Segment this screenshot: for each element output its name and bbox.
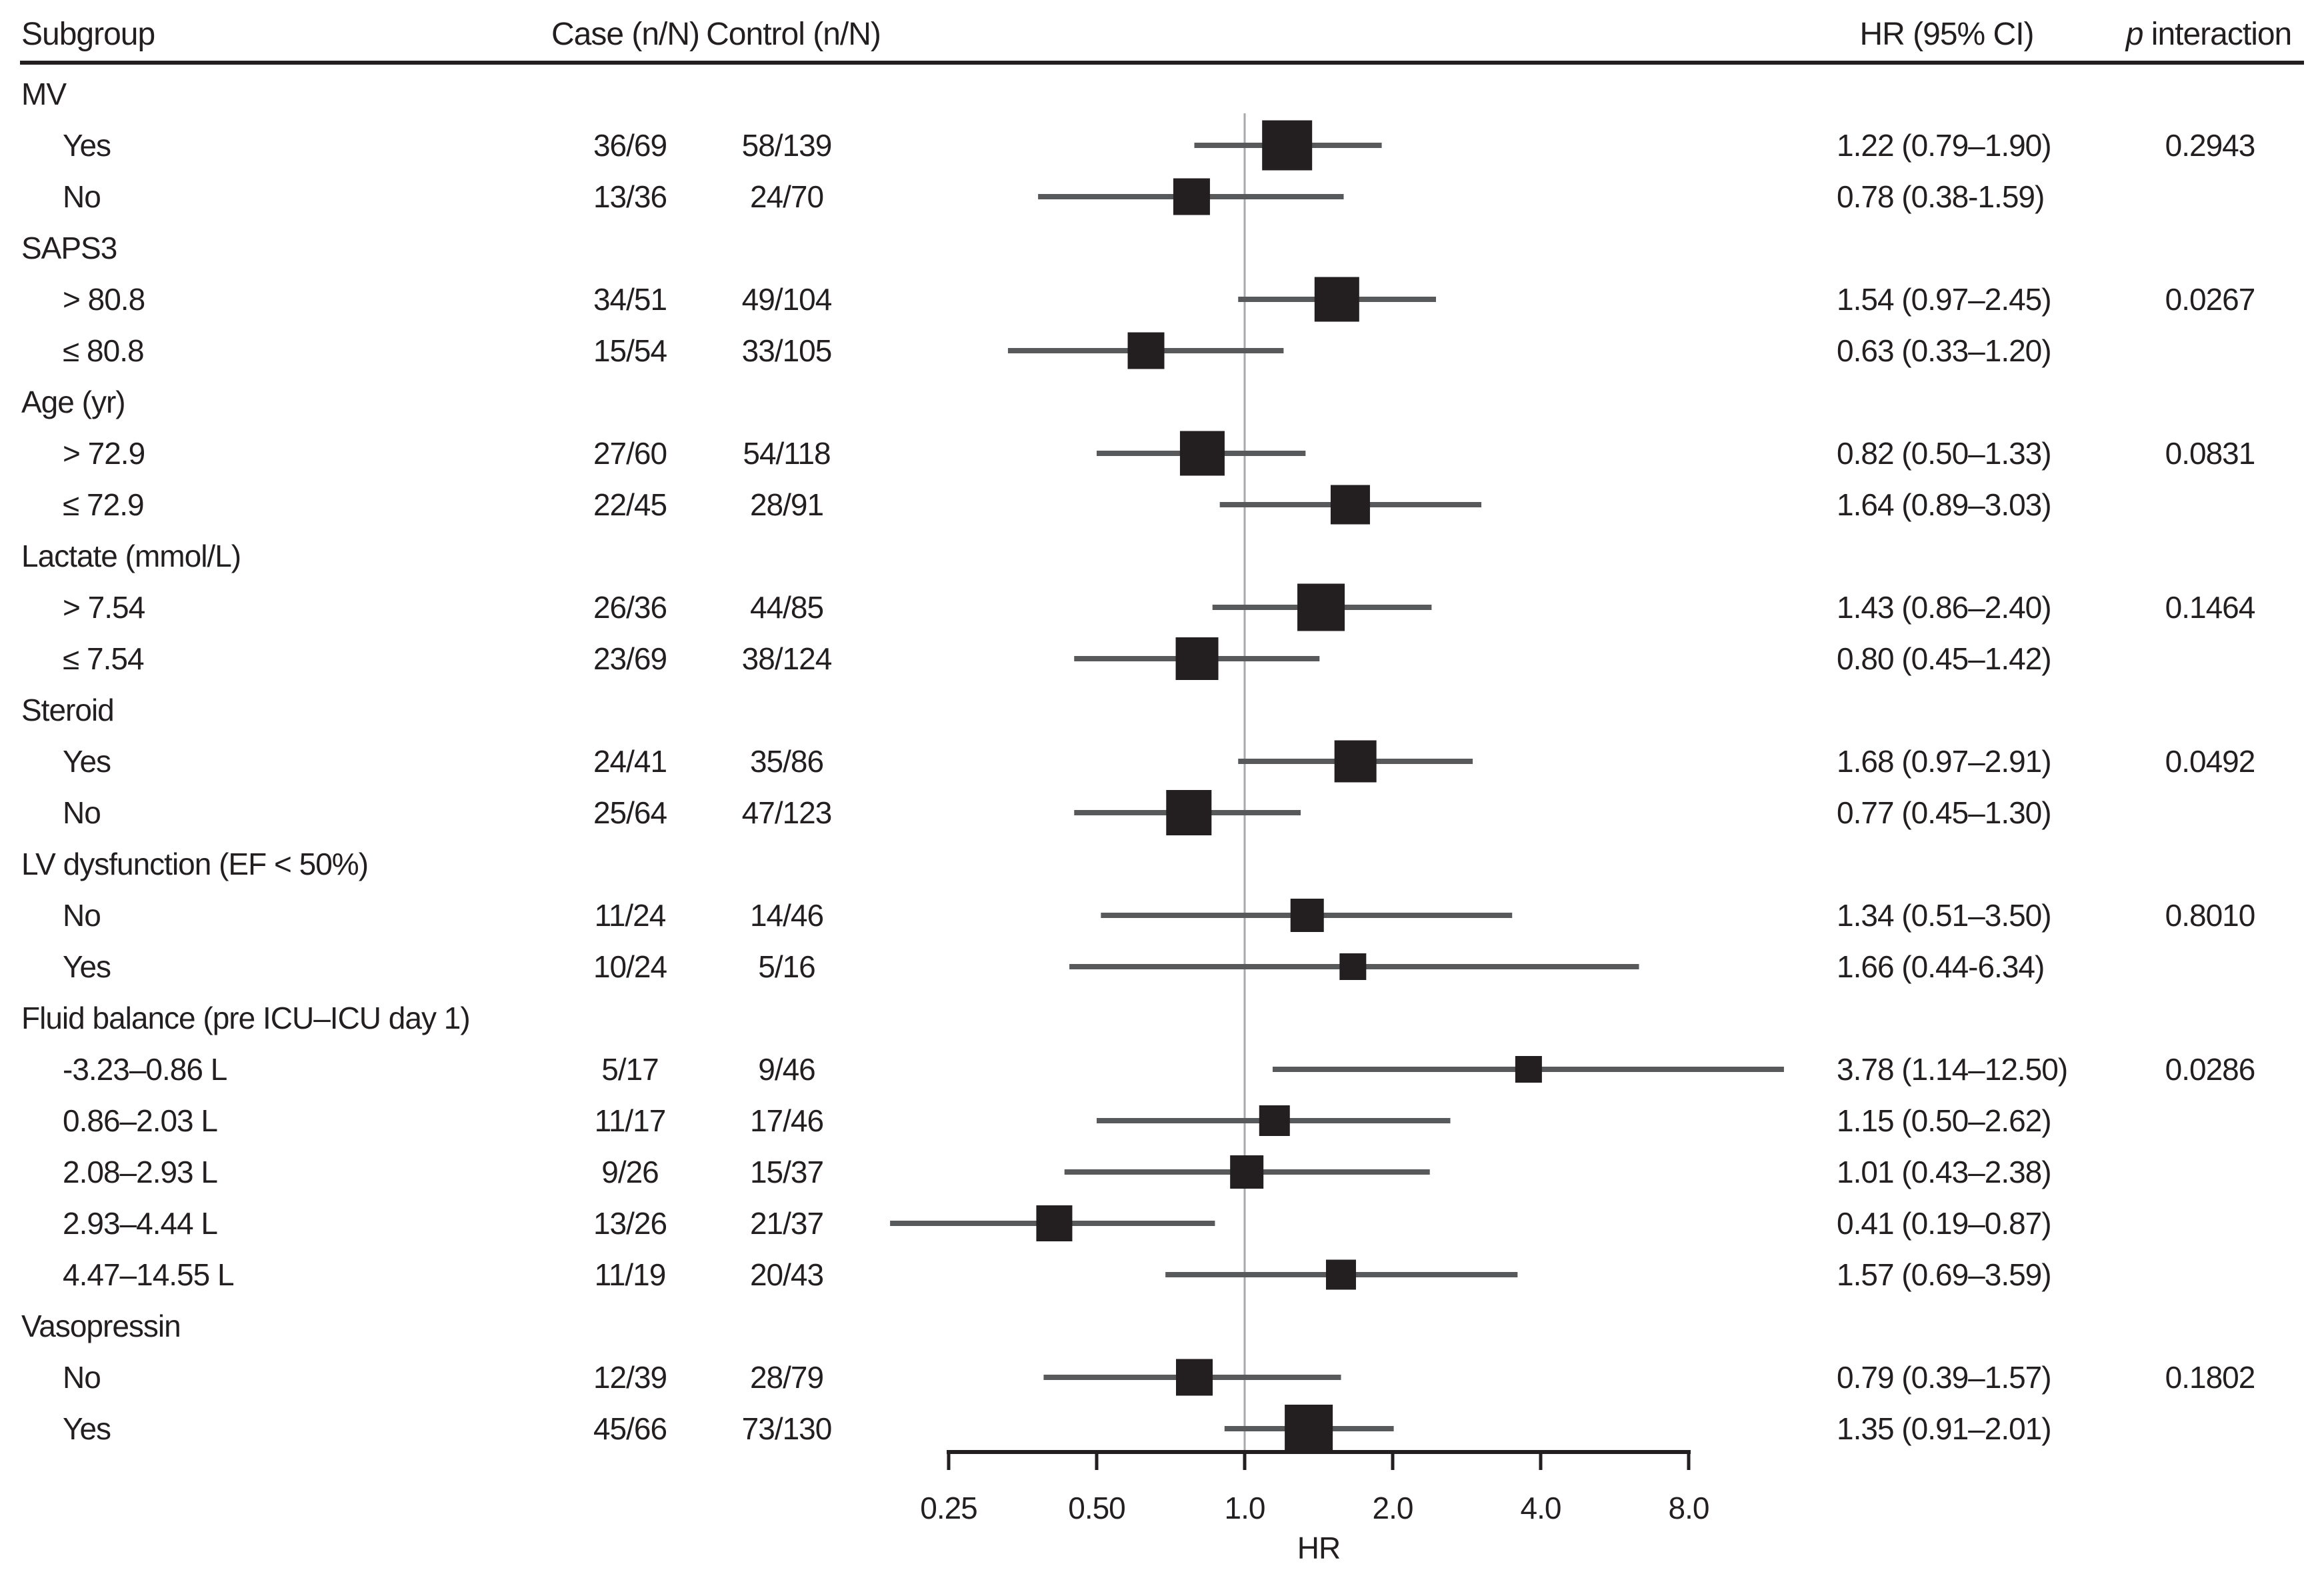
hr-marker [1339,953,1366,980]
hr-ci-value: 1.35 (0.91–2.01) [1837,1411,2051,1446]
hr-ci-value: 1.15 (0.50–2.62) [1837,1103,2051,1138]
control-value: 73/130 [741,1411,832,1446]
hr-ci-value: 0.78 (0.38-1.59) [1837,179,2045,214]
p-value: 0.0492 [2165,744,2255,779]
hr-ci-value: 0.41 (0.19–0.87) [1837,1206,2051,1241]
axis-line [947,1450,1691,1454]
case-value: 12/39 [593,1360,667,1395]
case-value: 27/60 [593,436,667,471]
subgroup-label: -3.23–0.86 L [63,1052,227,1087]
case-value: 23/69 [593,641,667,676]
axis-tick-label: 8.0 [1668,1491,1709,1525]
case-value: 24/41 [593,744,667,779]
hr-marker [1176,637,1219,680]
hr-marker [1335,741,1377,783]
hr-marker [1291,899,1324,932]
hr-ci-value: 1.22 (0.79–1.90) [1837,128,2051,163]
axis-tick [1243,1452,1247,1470]
hr-ci-value: 3.78 (1.14–12.50) [1837,1052,2068,1087]
subgroup-label: Yes [63,744,111,779]
control-value: 47/123 [741,795,832,830]
hr-ci-value: 0.63 (0.33–1.20) [1837,333,2051,368]
hr-ci-value: 1.54 (0.97–2.45) [1837,282,2051,317]
hr-ci-value: 1.43 (0.86–2.40) [1837,590,2051,625]
subgroup-label: No [63,1360,101,1395]
group-label: Vasopressin [21,1309,181,1343]
hr-marker [1259,1105,1290,1136]
axis-tick [947,1452,951,1470]
group-label: Lactate (mmol/L) [21,539,241,573]
hr-marker [1176,1359,1213,1396]
hr-ci-value: 1.64 (0.89–3.03) [1837,487,2051,522]
hr-ci-value: 1.34 (0.51–3.50) [1837,898,2051,933]
hr-marker [1285,1405,1333,1453]
p-value: 0.2943 [2165,128,2255,163]
case-value: 11/24 [594,898,666,933]
subgroup-label: No [63,179,101,214]
hr-marker [1331,485,1370,525]
subgroup-label: 2.93–4.44 L [63,1206,218,1241]
control-value: 24/70 [749,179,824,214]
subgroup-label: Yes [63,1411,111,1446]
hr-marker [1262,121,1312,171]
p-value: 0.1802 [2165,1360,2255,1395]
hr-marker [1326,1260,1356,1290]
subgroup-label: 0.86–2.03 L [63,1103,218,1138]
case-value: 13/36 [593,179,667,214]
control-value: 15/37 [749,1155,824,1189]
subgroup-label: 4.47–14.55 L [63,1257,234,1292]
axis-tick [1687,1452,1691,1470]
hr-marker [1297,584,1345,631]
hr-marker [1128,333,1165,369]
control-value: 20/43 [749,1257,824,1292]
case-value: 34/51 [593,282,667,317]
subgroup-label: Yes [63,128,111,163]
group-label: Fluid balance (pre ICU–ICU day 1) [21,1001,470,1035]
case-value: 11/19 [594,1257,666,1292]
subgroup-label: > 80.8 [63,282,145,317]
p-value: 0.0831 [2165,436,2255,471]
axis-tick-label: 4.0 [1520,1491,1561,1525]
column-header-control: Control (n/N) [706,17,881,52]
subgroup-label: ≤ 80.8 [63,333,144,368]
hr-ci-value: 1.57 (0.69–3.59) [1837,1257,2051,1292]
case-value: 11/17 [594,1103,666,1138]
column-header-hr-ci: HR (95% CI) [1859,17,2034,52]
hr-marker [1230,1155,1263,1189]
p-italic-glyph: p [2125,17,2143,52]
case-value: 5/17 [601,1052,659,1087]
control-value: 5/16 [758,949,815,984]
hr-marker [1036,1205,1072,1241]
hr-ci-value: 0.77 (0.45–1.30) [1837,795,2051,830]
subgroup-label: ≤ 7.54 [63,641,144,676]
hr-ci-value: 0.82 (0.50–1.33) [1837,436,2051,471]
control-value: 9/46 [758,1052,815,1087]
control-value: 54/118 [743,436,831,471]
hr-ci-value: 1.01 (0.43–2.38) [1837,1155,2051,1189]
subgroup-label: ≤ 72.9 [63,487,144,522]
p-value: 0.1464 [2165,590,2255,625]
column-header-subgroup: Subgroup [21,17,155,52]
case-value: 10/24 [593,949,667,984]
hr-ci-value: 0.80 (0.45–1.42) [1837,641,2051,676]
hr-ci-value: 1.68 (0.97–2.91) [1837,744,2051,779]
hr-ci-value: 1.66 (0.44-6.34) [1837,949,2045,984]
group-label: SAPS3 [21,231,117,265]
hr-marker [1180,431,1225,476]
control-value: 49/104 [741,282,832,317]
hr-marker [1515,1056,1542,1083]
subgroup-label: No [63,795,101,830]
case-value: 15/54 [593,333,667,368]
p-value: 0.0267 [2165,282,2255,317]
subgroup-label: > 72.9 [63,436,145,471]
column-header-case: Case (n/N) [551,17,700,52]
hr-marker [1315,277,1359,322]
hr-marker [1166,790,1211,835]
case-value: 36/69 [593,128,667,163]
axis-tick [1095,1452,1099,1470]
hr-marker [1173,179,1210,215]
group-label: MV [21,77,66,111]
subgroup-label: No [63,898,101,933]
axis-tick [1391,1452,1395,1470]
control-value: 35/86 [749,744,824,779]
case-value: 9/26 [601,1155,659,1189]
case-value: 13/26 [593,1206,667,1241]
axis-tick-label: 1.0 [1224,1491,1265,1525]
axis-label: HR [1297,1531,1341,1565]
axis-tick-label: 2.0 [1372,1491,1413,1525]
axis-tick [1539,1452,1543,1470]
p-value: 0.0286 [2165,1052,2255,1087]
control-value: 21/37 [749,1206,824,1241]
subgroup-label: > 7.54 [63,590,145,625]
p-interaction-rest: interaction [2143,17,2292,52]
case-value: 22/45 [593,487,667,522]
control-value: 28/79 [749,1360,824,1395]
group-label: Age (yr) [21,385,125,419]
subgroup-label: 2.08–2.93 L [63,1155,218,1189]
control-value: 33/105 [741,333,832,368]
hr-ci-value: 0.79 (0.39–1.57) [1837,1360,2051,1395]
case-value: 45/66 [593,1411,667,1446]
p-value: 0.8010 [2165,898,2255,933]
group-label: LV dysfunction (EF < 50%) [21,847,369,881]
axis-tick-label: 0.50 [1068,1491,1125,1525]
reference-line [1244,113,1246,1452]
control-value: 14/46 [749,898,824,933]
group-label: Steroid [21,693,114,727]
case-value: 25/64 [593,795,667,830]
subgroup-label: Yes [63,949,111,984]
case-value: 26/36 [593,590,667,625]
control-value: 44/85 [749,590,824,625]
control-value: 28/91 [749,487,824,522]
control-value: 58/139 [741,128,832,163]
axis-tick-label: 0.25 [920,1491,977,1525]
control-value: 17/46 [749,1103,824,1138]
control-value: 38/124 [741,641,832,676]
